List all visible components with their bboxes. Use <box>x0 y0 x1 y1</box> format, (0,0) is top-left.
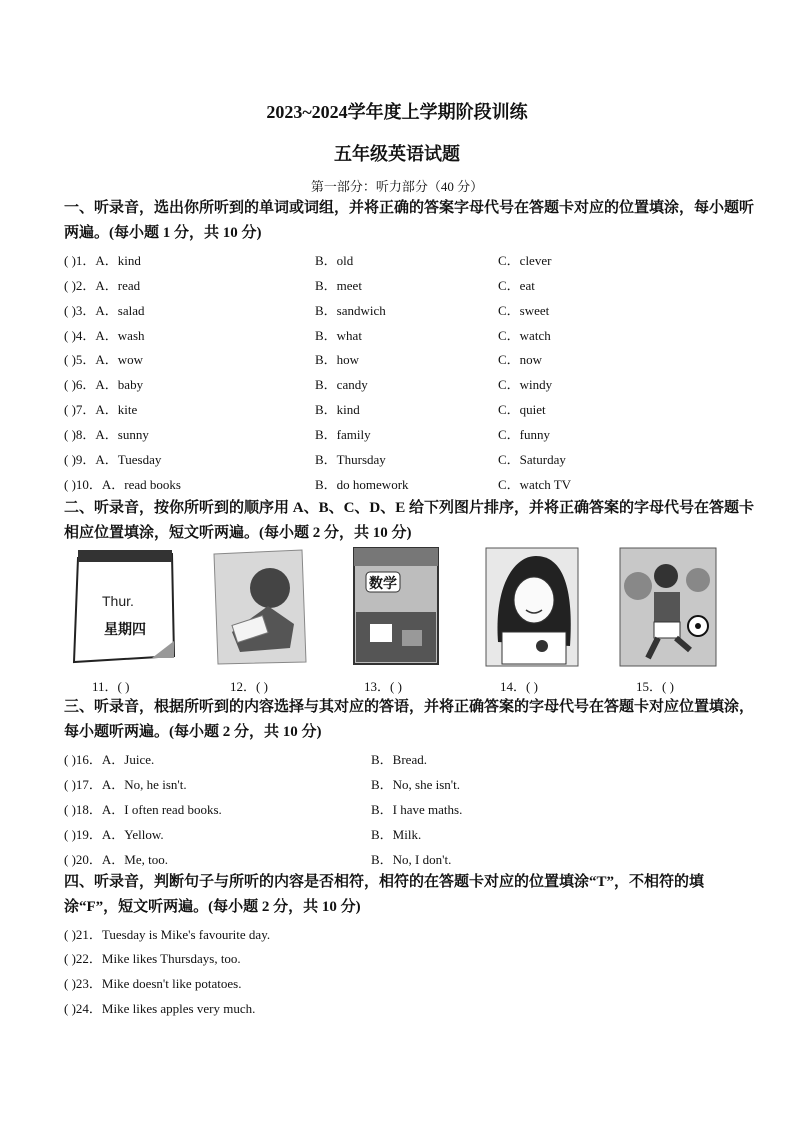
option-c: C．clever <box>498 253 552 268</box>
option-b: B．what <box>315 328 362 343</box>
option-b: B．kind <box>315 402 360 417</box>
statement-text: ( )23．Mike doesn't like potatoes. <box>64 976 242 991</box>
picture-caption: 12．( ) <box>230 679 268 694</box>
option-a: ( )6．A．baby <box>64 377 144 392</box>
option-b: B．family <box>315 427 371 442</box>
option-a: ( )7．A．kite <box>64 402 138 417</box>
part-label: 第一部分：听力部分（40 分） <box>310 179 484 194</box>
option-c: C．quiet <box>498 402 546 417</box>
section3-heading: 三、听录音，根据所听到的内容选择与其对应的答语，并将正确答案的字母代号在答题卡对应位置填涂，每小题听两遍。(每小题 2 分，共 10 分) <box>64 699 755 740</box>
option-c: C．sweet <box>498 303 550 318</box>
picture-caption: 11．( ) <box>92 679 130 694</box>
option-c: C．watch <box>498 328 551 343</box>
option-b: B．No, she isn't. <box>371 777 461 792</box>
option-a: ( )2．A．read <box>64 278 141 293</box>
boy-football-picture <box>618 546 718 668</box>
option-c: C．eat <box>498 278 535 293</box>
exam-subtitle: 五年级英语试题 <box>334 144 460 164</box>
calendar-day-en: Thur. <box>102 593 134 609</box>
option-a: ( )8．A．sunny <box>64 427 149 442</box>
option-a: ( )5．A．wow <box>64 352 144 367</box>
option-b: B．do homework <box>315 477 409 492</box>
statement-text: ( )24．Mike likes apples very much. <box>64 1001 256 1016</box>
girl-face <box>514 577 554 623</box>
option-a: ( )18．A．I often read books. <box>64 802 222 817</box>
option-a: ( )10．A．read books <box>64 477 181 492</box>
option-a: ( )1．A．kind <box>64 253 141 268</box>
reading-child-picture <box>210 546 310 666</box>
option-a: ( )16．A．Juice. <box>64 752 155 767</box>
option-a: ( )19．A．Yellow. <box>64 827 164 842</box>
book-illustration <box>356 612 436 662</box>
picture-caption: 13．( ) <box>364 679 402 694</box>
girl-with-book-picture <box>484 546 580 668</box>
option-b: B．Milk. <box>371 827 422 842</box>
section2-heading: 二、听录音，按你所听到的顺序用 A、B、C、D、E 给下列图片排序，并将正确答案的字母代号在答题卡相应位置填涂，短文听两遍。(每小题 2 分，共 10 分) <box>64 500 755 541</box>
option-b: B．how <box>315 352 360 367</box>
option-a: ( )3．A．salad <box>64 303 145 318</box>
exam-title: 2023~2024学年度上学期阶段训练 <box>266 102 528 122</box>
picture-caption: 15．( ) <box>636 679 674 694</box>
option-a: ( )17．A．No, he isn't. <box>64 777 187 792</box>
option-b: B．old <box>315 253 354 268</box>
option-c: C．funny <box>498 427 551 442</box>
picture-caption: 14．( ) <box>500 679 538 694</box>
option-b: B．sandwich <box>315 303 386 318</box>
option-b: B．Bread. <box>371 752 427 767</box>
option-a: ( )9．A．Tuesday <box>64 452 162 467</box>
calendar-picture <box>72 546 178 666</box>
option-b: B．Thursday <box>315 452 386 467</box>
option-b: B．I have maths. <box>371 802 463 817</box>
option-b: B．candy <box>315 377 368 392</box>
section1-heading: 一、听录音，选出你所听到的单词或词组，并将正确的答案字母代号在答题卡对应的位置填涂，每小题听两遍。(每小题 1 分，共 10 分) <box>64 200 755 241</box>
statement-text: ( )21．Tuesday is Mike's favourite day. <box>64 927 271 942</box>
calendar-binding <box>78 550 172 562</box>
option-c: C．watch TV <box>498 477 572 492</box>
section4-heading: 四、听录音，判断句子与所听的内容是否相符，相符的在答题卡对应的位置填涂“T”，不相符的填涂“F”，短文听两遍。(每小题 2 分，共 10 分) <box>64 874 705 915</box>
boy-head <box>654 564 678 588</box>
option-c: C．now <box>498 352 543 367</box>
option-a: ( )4．A．wash <box>64 328 145 343</box>
child-head <box>250 568 290 608</box>
option-c: C．Saturday <box>498 452 566 467</box>
option-c: C．windy <box>498 377 553 392</box>
calendar-day-cn: 星期四 <box>104 622 146 638</box>
boy-shirt <box>654 592 680 622</box>
option-b: B．No, I don't. <box>371 852 452 867</box>
statement-text: ( )22．Mike likes Thursdays, too. <box>64 951 241 966</box>
girl-book <box>502 632 566 664</box>
maths-book-picture <box>352 546 440 666</box>
book-title: 数学 <box>369 576 397 592</box>
option-a: ( )20．A．Me, too. <box>64 852 168 867</box>
option-b: B．meet <box>315 278 362 293</box>
